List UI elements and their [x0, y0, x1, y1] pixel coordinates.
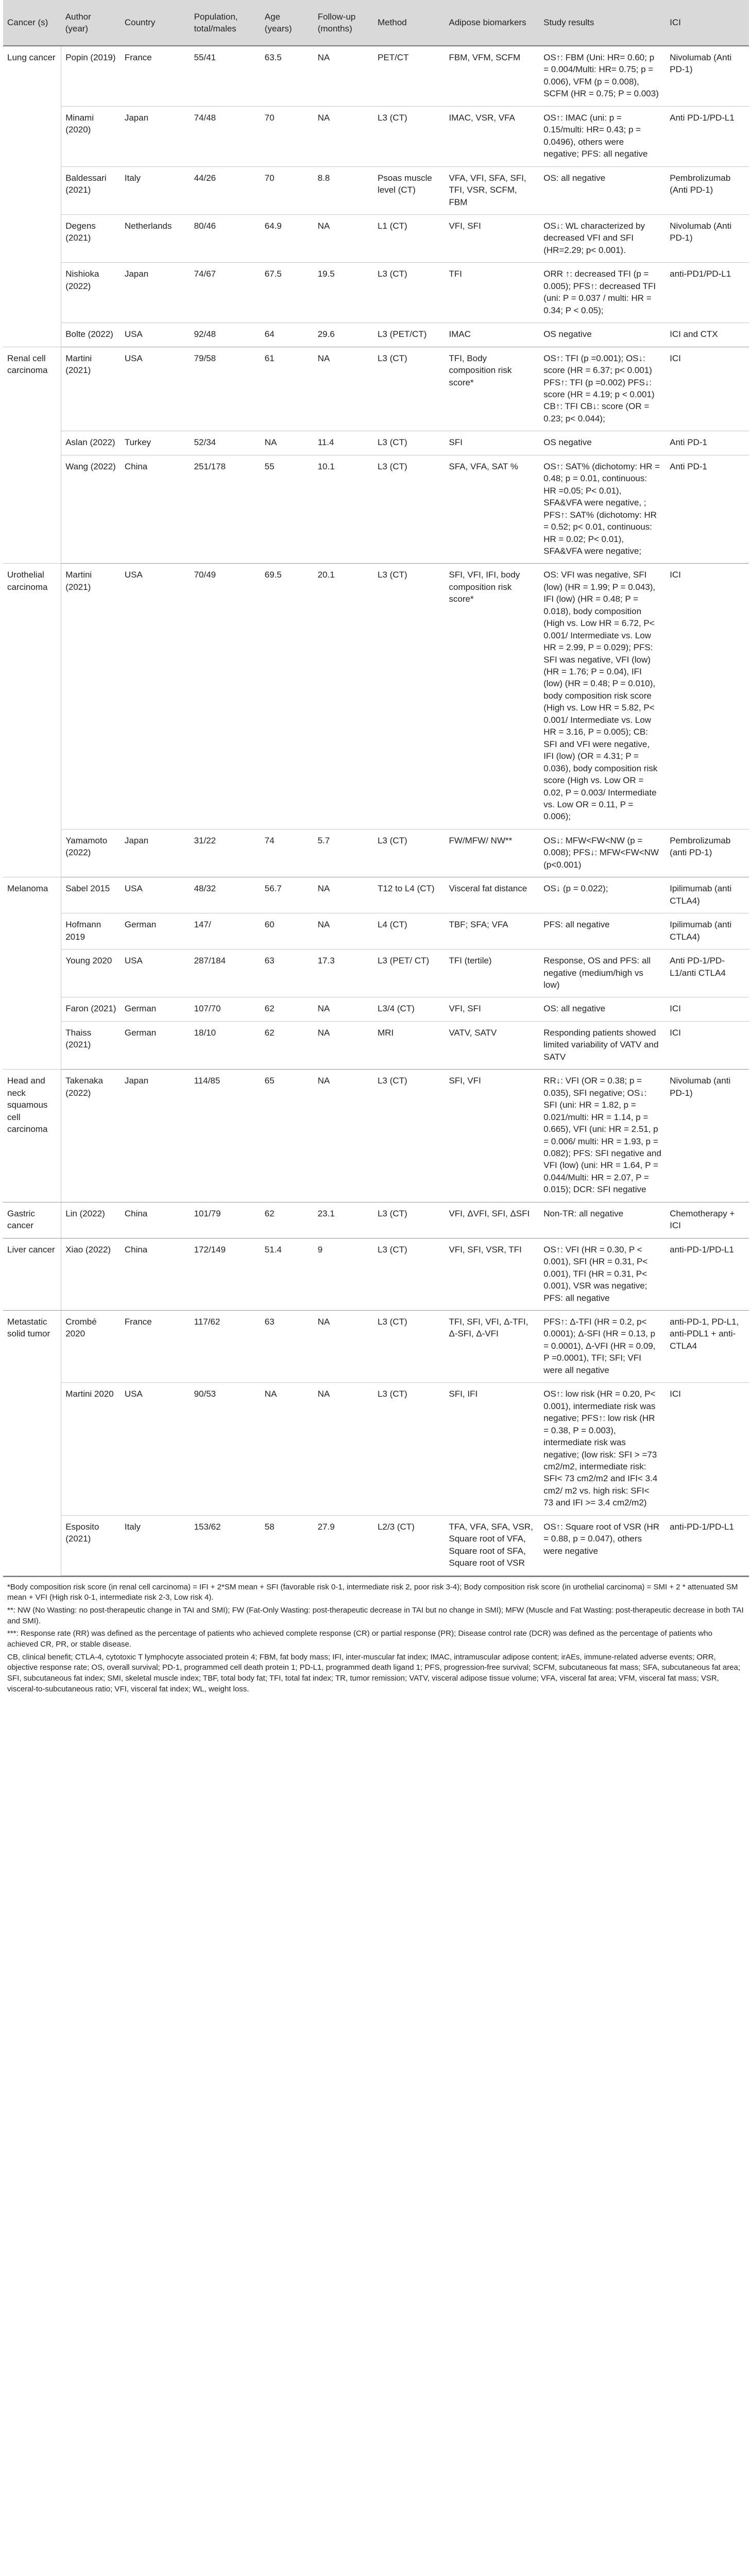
- table-header: [3, 0, 749, 46]
- population-cell: 74/67: [190, 263, 261, 323]
- country-cell: German: [121, 1021, 190, 1069]
- author-cell: Martini 2020: [61, 1383, 121, 1516]
- method-cell: L3/4 (CT): [373, 997, 445, 1021]
- column-header: Author (year): [61, 0, 121, 46]
- author-cell: Esposito (2021): [61, 1515, 121, 1575]
- ici-cell: Ipilimumab (anti CTLA4): [665, 913, 749, 950]
- results-cell: Responding patients showed limited variability of VATV and SATV: [539, 1021, 665, 1069]
- method-cell: MRI: [373, 1021, 445, 1069]
- results-cell: OS↑: IMAC (uni: p = 0.15/multi: HR= 0.43; p = 0.0496), others were negative; PFS: all negative: [539, 106, 665, 166]
- followup-cell: 11.4: [314, 431, 373, 455]
- method-cell: L3 (CT): [373, 347, 445, 431]
- age-cell: 55: [261, 455, 314, 564]
- country-cell: USA: [121, 323, 190, 347]
- author-cell: Faron (2021): [61, 997, 121, 1021]
- population-cell: 114/85: [190, 1070, 261, 1202]
- column-header: Follow-up (months): [314, 0, 373, 46]
- ici-cell: Nivolumab (Anti PD-1): [665, 214, 749, 262]
- footnote: CB, clinical benefit; CTLA-4, cytotoxic T lymphocyte associated protein 4; FBM, fat body mass; IFI, inter-muscular fat index; IMAC, intramuscular adipose content; irAEs, immune-related adverse events; ORR, objective response rate; OS, overall survival; PD-1, programmed cell death protein 1; PD-L1, programmed death ligand 1; PFS, progression-free survival; SCFM, subcutaneous fat mass; SFA, subcutaneous fat area; SFI, subcutaneous fat index; SMI, skeletal muscle index; TBF, total body fat; TFI, total fat index; TR, tumor remission; VATV, visceral adipose tissue volume; VFA, visceral fat area; VFM, visceral fat mass; VSR, visceral-to-subcutaneous ratio; VFI, visceral fat index; WL, weight loss.: [7, 1652, 741, 1693]
- column-header: Cancer (s): [3, 0, 61, 46]
- column-header: Country: [121, 0, 190, 46]
- country-cell: USA: [121, 347, 190, 431]
- population-cell: 153/62: [190, 1515, 261, 1575]
- age-cell: 62: [261, 1021, 314, 1069]
- author-cell: Takenaka (2022): [61, 1070, 121, 1202]
- population-cell: 44/26: [190, 166, 261, 214]
- table-row: [3, 46, 749, 106]
- results-cell: PFS: all negative: [539, 913, 665, 950]
- method-cell: L3 (CT): [373, 564, 445, 829]
- followup-cell: NA: [314, 1021, 373, 1069]
- method-cell: L3 (CT): [373, 106, 445, 166]
- biomarkers-cell: VFI, SFI: [445, 214, 539, 262]
- population-cell: 70/49: [190, 564, 261, 829]
- author-cell: Minami (2020): [61, 106, 121, 166]
- country-cell: China: [121, 1202, 190, 1238]
- age-cell: 64.9: [261, 214, 314, 262]
- followup-cell: 9: [314, 1238, 373, 1310]
- results-cell: OS↑: FBM (Uni: HR= 0.60; p = 0.004/Multi: HR= 0.75; p = 0.006), VFM (p = 0.008), SCFM (HR = 0.75; P = 0.003): [539, 46, 665, 106]
- followup-cell: 19.5: [314, 263, 373, 323]
- country-cell: USA: [121, 564, 190, 829]
- population-cell: 18/10: [190, 1021, 261, 1069]
- country-cell: Japan: [121, 263, 190, 323]
- method-cell: PET/CT: [373, 46, 445, 106]
- method-cell: L1 (CT): [373, 214, 445, 262]
- author-cell: Sabel 2015: [61, 877, 121, 913]
- age-cell: 61: [261, 347, 314, 431]
- method-cell: L2/3 (CT): [373, 1515, 445, 1575]
- ici-cell: ICI: [665, 347, 749, 431]
- ici-cell: ICI: [665, 1021, 749, 1069]
- biomarkers-cell: VFA, VFI, SFA, SFI, TFI, VSR, SCFM, FBM: [445, 166, 539, 214]
- ici-cell: anti-PD1/PD-L1: [665, 263, 749, 323]
- followup-cell: NA: [314, 997, 373, 1021]
- followup-cell: 17.3: [314, 950, 373, 997]
- population-cell: 117/62: [190, 1310, 261, 1382]
- footnote: **: NW (No Wasting: no post-therapeutic change in TAI and SMI); FW (Fat-Only Wasting: post-therapeutic decrease in TAI but no change in SMI); MFW (Muscle and Fat Wasting: post-therapeutic decrease in both TAI and SMI).: [7, 1605, 744, 1625]
- results-cell: OS negative: [539, 323, 665, 347]
- ici-cell: ICI: [665, 1383, 749, 1516]
- age-cell: 69.5: [261, 564, 314, 829]
- studies-table: [3, 0, 749, 1576]
- biomarkers-cell: VFI, ΔVFI, SFI, ΔSFI: [445, 1202, 539, 1238]
- country-cell: USA: [121, 1383, 190, 1516]
- table-row: [3, 1383, 749, 1516]
- column-header: ICI: [665, 0, 749, 46]
- biomarkers-cell: SFI, IFI: [445, 1383, 539, 1516]
- ici-cell: anti-PD-1/PD-L1: [665, 1515, 749, 1575]
- table-row: [3, 214, 749, 262]
- method-cell: L3 (PET/CT): [373, 323, 445, 347]
- followup-cell: 23.1: [314, 1202, 373, 1238]
- column-header: Method: [373, 0, 445, 46]
- table-row: [3, 997, 749, 1021]
- country-cell: China: [121, 1238, 190, 1310]
- author-cell: Popin (2019): [61, 46, 121, 106]
- table-row: [3, 1202, 749, 1238]
- cancer-type-cell: Lung cancer: [3, 46, 61, 347]
- method-cell: L3 (CT): [373, 1202, 445, 1238]
- age-cell: 60: [261, 913, 314, 950]
- cancer-type-cell: Head and neck squamous cell carcinoma: [3, 1070, 61, 1202]
- ici-cell: Ipilimumab (anti CTLA4): [665, 877, 749, 913]
- method-cell: L3 (CT): [373, 1070, 445, 1202]
- results-cell: PFS↑: Δ-TFI (HR = 0.2, p< 0.0001); Δ-SFI (HR = 0.13, p = 0.0001), Δ-VFI (HR = 0.09, P =0.0001), TFI; SFI; VFI were all negative: [539, 1310, 665, 1382]
- ici-cell: Chemotherapy + ICI: [665, 1202, 749, 1238]
- results-cell: OS↓ (p = 0.022);: [539, 877, 665, 913]
- results-cell: Non-TR: all negative: [539, 1202, 665, 1238]
- age-cell: NA: [261, 1383, 314, 1516]
- results-cell: OS↓: WL characterized by decreased VFI and SFI (HR=2.29; p< 0.001).: [539, 214, 665, 262]
- author-cell: Lin (2022): [61, 1202, 121, 1238]
- ici-cell: Nivolumab (Anti PD-1): [665, 46, 749, 106]
- author-cell: Aslan (2022): [61, 431, 121, 455]
- age-cell: 62: [261, 997, 314, 1021]
- followup-cell: NA: [314, 347, 373, 431]
- cancer-type-cell: Liver cancer: [3, 1238, 61, 1310]
- followup-cell: 20.1: [314, 564, 373, 829]
- biomarkers-cell: Visceral fat distance: [445, 877, 539, 913]
- followup-cell: 27.9: [314, 1515, 373, 1575]
- author-cell: Nishioka (2022): [61, 263, 121, 323]
- ici-cell: Anti PD-1: [665, 455, 749, 564]
- table-row: [3, 166, 749, 214]
- ici-cell: Pembrolizumab (Anti PD-1): [665, 166, 749, 214]
- author-cell: Xiao (2022): [61, 1238, 121, 1310]
- author-cell: Martini (2021): [61, 564, 121, 829]
- results-cell: OS↑: SAT% (dichotomy: HR = 0.48; p = 0.01, continuous: HR =0.05; P< 0.01), SFA&VFA were negative, ; PFS↑: SAT% (dichotomy: HR = 0.52; p< 0.01, continuous: HR = 0.02; P< 0.01), SFA&VFA were negative;: [539, 455, 665, 564]
- footnote: ***: Response rate (RR) was defined as the percentage of patients who achieved complete response (CR) or partial response (PR); Disease control rate (DCR) was defined as the percentage of patients who achieved CR, PR, or stable disease.: [7, 1629, 713, 1649]
- biomarkers-cell: SFA, VFA, SAT %: [445, 455, 539, 564]
- country-cell: German: [121, 997, 190, 1021]
- biomarkers-cell: TBF; SFA; VFA: [445, 913, 539, 950]
- ici-cell: Anti PD-1/PD-L1/anti CTLA4: [665, 950, 749, 997]
- ici-cell: ICI and CTX: [665, 323, 749, 347]
- ici-cell: Pembrolizumab (anti PD-1): [665, 829, 749, 877]
- followup-cell: NA: [314, 877, 373, 913]
- followup-cell: 10.1: [314, 455, 373, 564]
- age-cell: 67.5: [261, 263, 314, 323]
- cancer-type-cell: Gastric cancer: [3, 1202, 61, 1238]
- population-cell: 90/53: [190, 1383, 261, 1516]
- age-cell: NA: [261, 431, 314, 455]
- biomarkers-cell: TFI: [445, 263, 539, 323]
- ici-cell: Anti PD-1/PD-L1: [665, 106, 749, 166]
- biomarkers-cell: SFI: [445, 431, 539, 455]
- results-cell: OS↑: TFI (p =0.001); OS↓: score (HR = 6.37; p< 0.001) PFS↑: TFI (p =0.002) PFS↓: score (HR = 4.19; p < 0.001) CB↑: TFI CB↓: score (OR = 0.23; p< 0.044);: [539, 347, 665, 431]
- population-cell: 251/178: [190, 455, 261, 564]
- ici-cell: anti-PD-1/PD-L1: [665, 1238, 749, 1310]
- table-row: [3, 564, 749, 829]
- country-cell: Japan: [121, 1070, 190, 1202]
- country-cell: France: [121, 1310, 190, 1382]
- population-cell: 80/46: [190, 214, 261, 262]
- table-row: [3, 1515, 749, 1575]
- column-header: Population, total/males: [190, 0, 261, 46]
- age-cell: 63: [261, 950, 314, 997]
- cancer-type-cell: Urothelial carcinoma: [3, 564, 61, 877]
- followup-cell: NA: [314, 1070, 373, 1202]
- table-row: [3, 829, 749, 877]
- biomarkers-cell: IMAC, VSR, VFA: [445, 106, 539, 166]
- followup-cell: NA: [314, 106, 373, 166]
- age-cell: 70: [261, 106, 314, 166]
- author-cell: Yamamoto (2022): [61, 829, 121, 877]
- population-cell: 172/149: [190, 1238, 261, 1310]
- author-cell: Wang (2022): [61, 455, 121, 564]
- table-row: [3, 1070, 749, 1202]
- population-cell: 48/32: [190, 877, 261, 913]
- ici-cell: Anti PD-1: [665, 431, 749, 455]
- table-row: [3, 323, 749, 347]
- cancer-type-cell: Metastatic solid tumor: [3, 1310, 61, 1575]
- age-cell: 58: [261, 1515, 314, 1575]
- biomarkers-cell: SFI, VFI: [445, 1070, 539, 1202]
- method-cell: L3 (CT): [373, 1238, 445, 1310]
- followup-cell: NA: [314, 913, 373, 950]
- table-row: [3, 1310, 749, 1382]
- ici-cell: ICI: [665, 997, 749, 1021]
- country-cell: Italy: [121, 166, 190, 214]
- author-cell: Bolte (2022): [61, 323, 121, 347]
- country-cell: USA: [121, 877, 190, 913]
- age-cell: 65: [261, 1070, 314, 1202]
- results-cell: OS: VFI was negative, SFI (low) (HR = 1.99; P = 0.043), IFI (low) (HR = 0.48; P = 0.018), body composition (High vs. Low HR = 6.72, P< 0.001/ Intermediate vs. Low HR = 2.99, P = 0.029); PFS: SFI was negative, VFI (low) (HR = 1.76; P = 0.04), IFI (low) (HR = 0.48; P = 0.010), body composition risk score (High vs. Low HR = 5.82, P< 0.001/ Intermediate vs. Low HR = 3.16, P = 0.005); CB: SFI and VFI were negative, IFI (low) (OR = 4.31; P = 0.036), body composition risk score (High vs. Low OR = 0.02, P = 0.003/ Intermediate vs. Low OR = 0.11, P = 0.006);: [539, 564, 665, 829]
- results-cell: ORR ↑: decreased TFI (p = 0.005); PFS↑: decreased TFI (uni: P = 0.037 / multi: HR = 0.34; P < 0.05);: [539, 263, 665, 323]
- author-cell: Hofmann 2019: [61, 913, 121, 950]
- table-row: [3, 455, 749, 564]
- results-cell: OS↑: low risk (HR = 0.20, P< 0.001), intermediate risk was negative; PFS↑: low risk (HR = 0.38, P = 0.003), intermediate risk was negative; (low risk: SFI > =73 cm2/m2, intermediate risk: SFI< 73 cm2/m2 and IFI< 3.4 cm2/ m2 vs. high risk: SFI< 73 and IFI >= 3.4 cm2/m2): [539, 1383, 665, 1516]
- method-cell: T12 to L4 (CT): [373, 877, 445, 913]
- biomarkers-cell: VATV, SATV: [445, 1021, 539, 1069]
- biomarkers-cell: SFI, VFI, IFI, body composition risk score*: [445, 564, 539, 829]
- biomarkers-cell: VFI, SFI, VSR, TFI: [445, 1238, 539, 1310]
- population-cell: 92/48: [190, 323, 261, 347]
- table-row: [3, 263, 749, 323]
- country-cell: Netherlands: [121, 214, 190, 262]
- country-cell: USA: [121, 950, 190, 997]
- biomarkers-cell: TFI, SFI, VFI, Δ-TFI, Δ-SFI, Δ-VFI: [445, 1310, 539, 1382]
- table-body: [3, 46, 749, 1575]
- population-cell: 55/41: [190, 46, 261, 106]
- biomarkers-cell: IMAC: [445, 323, 539, 347]
- table-row: [3, 1021, 749, 1069]
- age-cell: 62: [261, 1202, 314, 1238]
- age-cell: 63.5: [261, 46, 314, 106]
- followup-cell: 8.8: [314, 166, 373, 214]
- method-cell: L3 (CT): [373, 1310, 445, 1382]
- results-cell: OS: all negative: [539, 166, 665, 214]
- author-cell: Martini (2021): [61, 347, 121, 431]
- results-cell: OS↑: Square root of VSR (HR = 0.88, p = 0.047), others were negative: [539, 1515, 665, 1575]
- followup-cell: NA: [314, 46, 373, 106]
- age-cell: 63: [261, 1310, 314, 1382]
- population-cell: 287/184: [190, 950, 261, 997]
- author-cell: Thaiss (2021): [61, 1021, 121, 1069]
- biomarkers-cell: TFI (tertile): [445, 950, 539, 997]
- header-row: [3, 0, 749, 46]
- country-cell: German: [121, 913, 190, 950]
- table-row: [3, 106, 749, 166]
- country-cell: Japan: [121, 106, 190, 166]
- table-row: [3, 347, 749, 431]
- country-cell: Italy: [121, 1515, 190, 1575]
- method-cell: L3 (PET/ CT): [373, 950, 445, 997]
- column-header: Adipose biomarkers: [445, 0, 539, 46]
- population-cell: 79/58: [190, 347, 261, 431]
- age-cell: 56.7: [261, 877, 314, 913]
- population-cell: 31/22: [190, 829, 261, 877]
- biomarkers-cell: VFI, SFI: [445, 997, 539, 1021]
- age-cell: 74: [261, 829, 314, 877]
- table-row: [3, 950, 749, 997]
- results-cell: OS negative: [539, 431, 665, 455]
- footnotes: [3, 1576, 749, 1704]
- author-cell: Degens (2021): [61, 214, 121, 262]
- age-cell: 70: [261, 166, 314, 214]
- author-cell: Young 2020: [61, 950, 121, 997]
- followup-cell: 5.7: [314, 829, 373, 877]
- author-cell: Crombé 2020: [61, 1310, 121, 1382]
- table-row: [3, 1238, 749, 1310]
- table-row: [3, 877, 749, 913]
- footnote: *Body composition risk score (in renal cell carcinoma) = IFI + 2*SM mean + SFI (favorable risk 0-1, intermediate risk 2, poor risk 3-4); Body composition risk score (in urothelial carcinoma) = SMI + 2 * attenuated SM mean + VFI (High risk 0-1, intermediate risk 2-3, Low risk 4).: [7, 1582, 738, 1602]
- cancer-type-cell: Melanoma: [3, 877, 61, 1070]
- ici-cell: anti-PD-1, PD-L1, anti-PDL1 + anti-CTLA4: [665, 1310, 749, 1382]
- results-cell: OS: all negative: [539, 997, 665, 1021]
- column-header: Study results: [539, 0, 665, 46]
- population-cell: 52/34: [190, 431, 261, 455]
- population-cell: 101/79: [190, 1202, 261, 1238]
- population-cell: 74/48: [190, 106, 261, 166]
- ici-cell: Nivolumab (anti PD-1): [665, 1070, 749, 1202]
- method-cell: L3 (CT): [373, 263, 445, 323]
- cancer-type-cell: Renal cell carcinoma: [3, 347, 61, 564]
- table-row: [3, 431, 749, 455]
- results-cell: OS↑: VFI (HR = 0.30, P < 0.001), SFI (HR = 0.31, P< 0.001), TFI (HR = 0.31, P< 0.001), VSR was negative; PFS: all negative: [539, 1238, 665, 1310]
- followup-cell: 29.6: [314, 323, 373, 347]
- country-cell: Japan: [121, 829, 190, 877]
- followup-cell: NA: [314, 214, 373, 262]
- population-cell: 147/: [190, 913, 261, 950]
- method-cell: Psoas muscle level (CT): [373, 166, 445, 214]
- method-cell: L3 (CT): [373, 829, 445, 877]
- ici-cell: ICI: [665, 564, 749, 829]
- country-cell: Turkey: [121, 431, 190, 455]
- results-cell: RR↓: VFI (OR = 0.38; p = 0.035), SFI negative; OS↓: SFI (uni: HR = 1.82, p = 0.021/multi: HR = 1.14, p = 0.665), VFI (uni: HR = 2.51, p = 0.006/ multi: HR = 1.93, p = 0.082); PFS: SFI negative and VFI (low) (uni: HR = 1.64, P = 0.044/Multi: HR = 2.07, P = 0.015); DCR: SFI negative: [539, 1070, 665, 1202]
- results-cell: Response, OS and PFS: all negative (medium/high vs low): [539, 950, 665, 997]
- biomarkers-cell: TFI, Body composition risk score*: [445, 347, 539, 431]
- country-cell: France: [121, 46, 190, 106]
- method-cell: L3 (CT): [373, 455, 445, 564]
- biomarkers-cell: FBM, VFM, SCFM: [445, 46, 539, 106]
- biomarkers-cell: FW/MFW/ NW**: [445, 829, 539, 877]
- age-cell: 51.4: [261, 1238, 314, 1310]
- method-cell: L3 (CT): [373, 1383, 445, 1516]
- age-cell: 64: [261, 323, 314, 347]
- column-header: Age (years): [261, 0, 314, 46]
- followup-cell: NA: [314, 1383, 373, 1516]
- country-cell: China: [121, 455, 190, 564]
- biomarkers-cell: TFA, VFA, SFA, VSR, Square root of VFA, Square root of SFA, Square root of VSR: [445, 1515, 539, 1575]
- method-cell: L4 (CT): [373, 913, 445, 950]
- followup-cell: NA: [314, 1310, 373, 1382]
- results-cell: OS↓: MFW<FW<NW (p = 0.008); PFS↓: MFW<FW<NW (p<0.001): [539, 829, 665, 877]
- method-cell: L3 (CT): [373, 431, 445, 455]
- population-cell: 107/70: [190, 997, 261, 1021]
- table-row: [3, 913, 749, 950]
- author-cell: Baldessari (2021): [61, 166, 121, 214]
